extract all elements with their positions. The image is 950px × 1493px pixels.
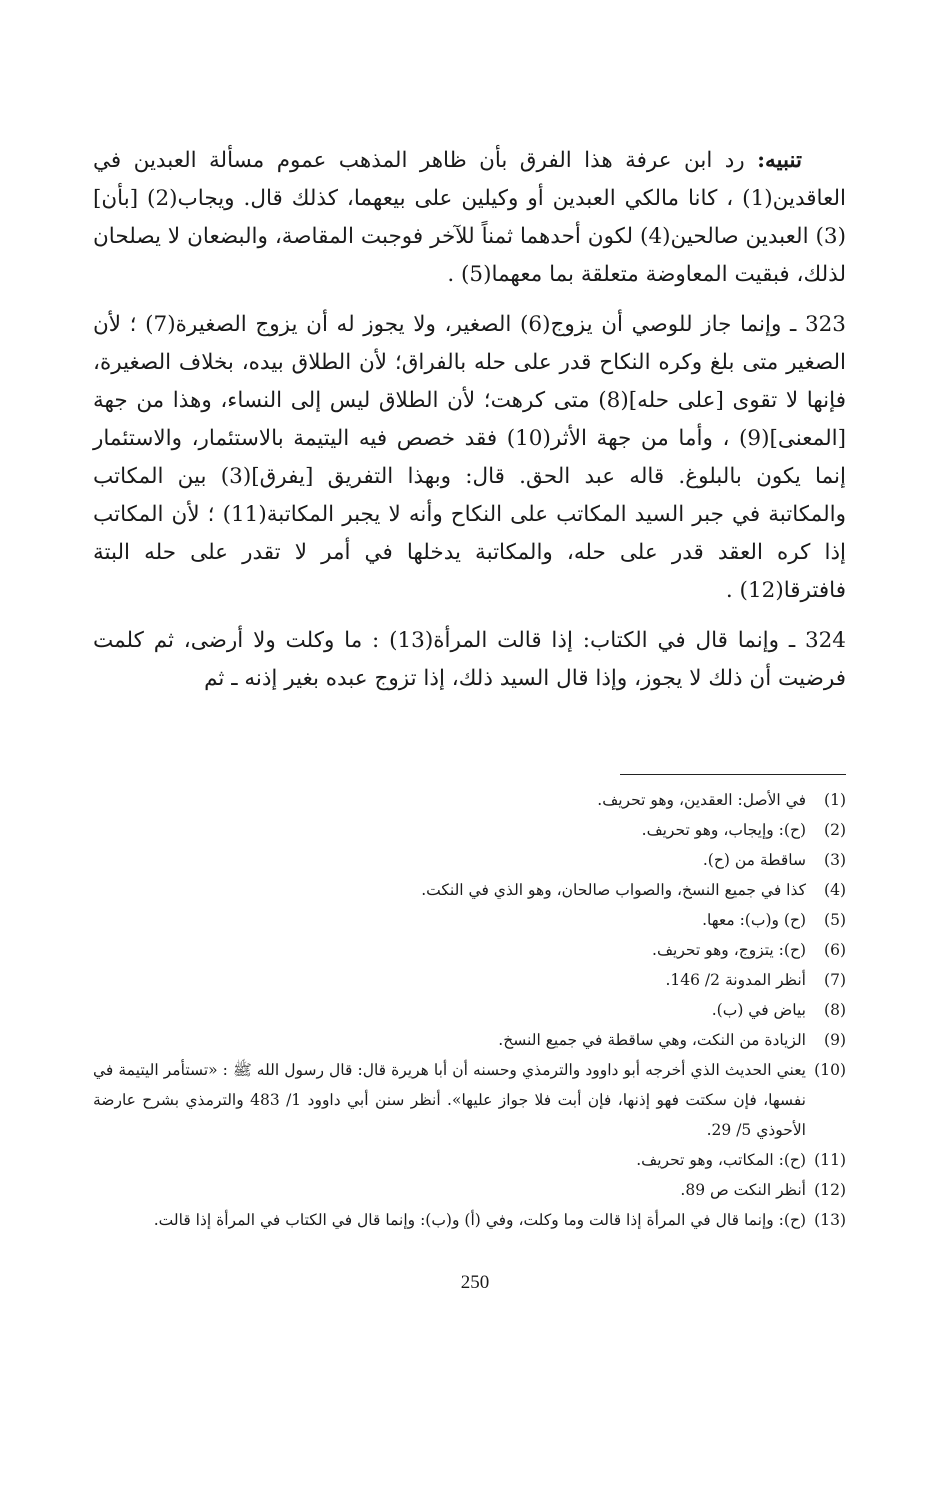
footnote xyxy=(93,965,846,995)
footnote xyxy=(93,1205,846,1235)
footnote-text: يعني الحديث الذي أخرجه أبو داوود والترمذي وحسنه أن أبا هريرة قال: قال رسول الله ﷺ : «تستأمر اليتيمة في نفسها، فإن سكتت فهو إذنها، فإن أبت فلا جواز عليها». أنظر سنن أبي داوود 1/ 483 والترمذي بشرح عارضة الأحوذي 5/ 29. xyxy=(93,1061,806,1139)
footnote-number: (1) xyxy=(824,791,846,809)
footnote-divider xyxy=(620,774,846,775)
footnote-number: (9) xyxy=(824,1031,846,1049)
footnotes xyxy=(93,785,846,1235)
footnote-text: كذا في جميع النسخ، والصواب صالحان، وهو الذي في النكت. xyxy=(421,881,806,899)
footnote-text: (ح): يتزوج، وهو تحريف. xyxy=(652,941,806,959)
footnote-text: الزيادة من النكت، وهي ساقطة في جميع النسخ. xyxy=(498,1031,806,1049)
footnote-number: (4) xyxy=(824,881,846,899)
footnote-number: (8) xyxy=(824,1001,846,1019)
footnote-text: أنظر المدونة 2/ 146. xyxy=(665,971,806,989)
footnote-text: (ح): وإنما قال في المرأة إذا قالت وما وكلت، وفي (أ) و(ب): وإنما قال في الكتاب في المرأة إذا قالت. xyxy=(153,1211,806,1229)
paragraph-text: رد ابن عرفة هذا الفرق بأن ظاهر المذهب عموم مسألة العبدين في العاقدين(1) ، كانا مالكي العبدين أو وكيلين على بيعهما، كذلك قال. ويجاب(2) [بأن](3) العبدين صالحين(4) لكون أحدهما ثمناً للآخر فوجبت المقاصة، والبضعان لا يصلحان لذلك، فبقيت المعاوضة متعلقة بما معهما(5) . xyxy=(93,148,846,287)
footnote xyxy=(93,875,846,905)
footnote-number: (3) xyxy=(824,851,846,869)
page-number: 250 xyxy=(460,1272,490,1293)
footnote-number: (5) xyxy=(824,911,846,929)
footnote-number: (2) xyxy=(824,821,846,839)
paragraph-number: 324 xyxy=(804,628,846,653)
footnote-number: (11) xyxy=(814,1151,846,1169)
paragraph-number: 323 xyxy=(804,312,846,337)
footnote xyxy=(93,815,846,845)
footnote-text: (ح): وإيجاب، وهو تحريف. xyxy=(641,821,806,839)
footnote xyxy=(93,905,846,935)
paragraph-notice xyxy=(93,142,846,294)
footnote-number: (10) xyxy=(814,1061,846,1079)
footnote xyxy=(93,935,846,965)
footnote-text: في الأصل: العقدين، وهو تحريف. xyxy=(597,791,806,809)
paragraph-text: ـ وإنما جاز للوصي أن يزوج(6) الصغير، ولا يجوز له أن يزوج الصغيرة(7) ؛ لأن الصغير متى بلغ وكره النكاح قدر على حله بالفراق؛ لأن الطلاق بيده، بخلاف الصغيرة، فإنها لا تقوى [على حله](8) متى كرهت؛ لأن الطلاق ليس إلى النساء، وهذا من جهة [المعنى](9) ، وأما من جهة الأثر(10) فقد خصص فيه اليتيمة بالاستئمار، والاستئمار إنما يكون بالبلوغ. قاله عبد الحق. قال: وبهذا التفريق [يفرق](3) بين المكاتب والمكاتبة في جبر السيد المكاتب على النكاح وأنه لا يجبر المكاتبة(11) ؛ لأن المكاتب إذا كره العقد قدر على حله، والمكاتبة يدخلها في أمر لا تقدر على حله البتة فافترقا(12) . xyxy=(93,312,847,603)
paragraph-324 xyxy=(93,622,846,698)
main-text xyxy=(93,142,846,710)
footnote xyxy=(93,1055,846,1145)
footnote xyxy=(93,995,846,1025)
paragraph-323 xyxy=(93,306,846,610)
footnote-text: أنظر النكت ص 89. xyxy=(680,1181,806,1199)
footnote-text: (ح) و(ب): معها. xyxy=(702,911,806,929)
footnote xyxy=(93,1025,846,1055)
footnote-text: بياض في (ب). xyxy=(711,1001,806,1019)
footnote-text: (ح): المكاتب، وهو تحريف. xyxy=(636,1151,806,1169)
footnote xyxy=(93,785,846,815)
footnote xyxy=(93,1145,846,1175)
footnote xyxy=(93,845,846,875)
paragraph-text: ـ وإنما قال في الكتاب: إذا قالت المرأة(13) : ما وكلت ولا أرضى، ثم كلمت فرضيت أن ذلك لا يجوز، وإذا قال السيد ذلك، إذا تزوج عبده بغير إذنه ـ ثم xyxy=(93,628,846,691)
footnote-text: ساقطة من (ح). xyxy=(702,851,806,869)
footnote-number: (6) xyxy=(824,941,846,959)
footnote-number: (12) xyxy=(814,1181,846,1199)
footnote-number: (13) xyxy=(814,1211,846,1229)
notice-label: تنبيه: xyxy=(757,148,802,173)
footnote-number: (7) xyxy=(824,971,846,989)
footnote xyxy=(93,1175,846,1205)
